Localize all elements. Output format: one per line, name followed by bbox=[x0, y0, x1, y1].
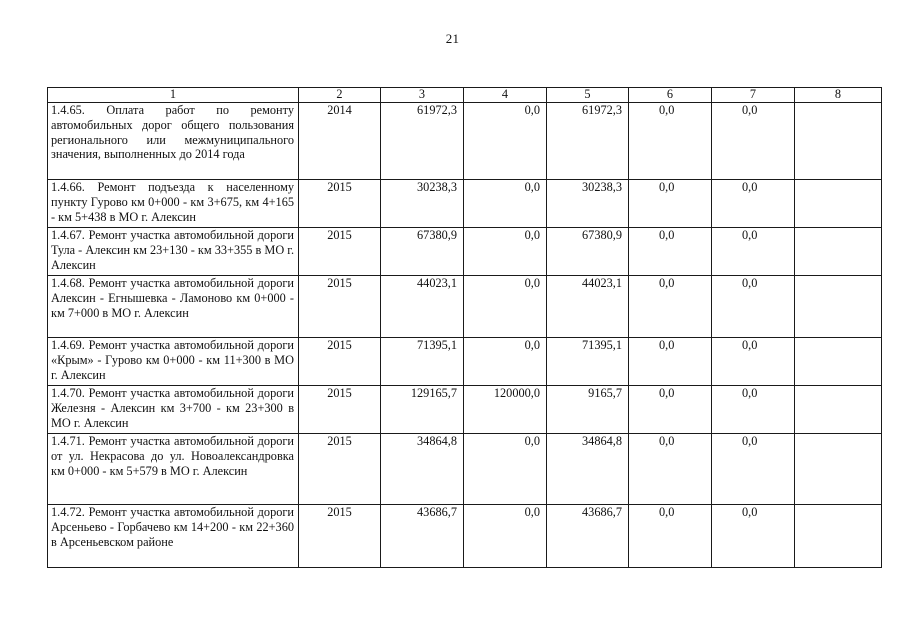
item-col6: 0,0 bbox=[629, 228, 712, 276]
item-col5: 44023,1 bbox=[547, 276, 629, 338]
page-number: 21 bbox=[445, 31, 460, 46]
item-total: 61972,3 bbox=[381, 103, 464, 180]
item-col4: 0,0 bbox=[464, 180, 547, 228]
item-col4: 0,0 bbox=[464, 276, 547, 338]
item-col4: 0,0 bbox=[464, 505, 547, 568]
table-row bbox=[48, 505, 882, 568]
item-col4: 120000,0 bbox=[464, 386, 547, 434]
table-row bbox=[48, 276, 882, 338]
item-total: 67380,9 bbox=[381, 228, 464, 276]
item-col6: 0,0 bbox=[629, 276, 712, 338]
item-col5: 67380,9 bbox=[547, 228, 629, 276]
item-col7: 0,0 bbox=[712, 103, 795, 180]
item-col8 bbox=[795, 180, 882, 228]
header-row bbox=[48, 88, 882, 103]
item-col7: 0,0 bbox=[712, 338, 795, 386]
item-year: 2015 bbox=[299, 180, 381, 228]
column-header-3: 3 bbox=[381, 88, 464, 103]
item-year: 2015 bbox=[299, 386, 381, 434]
program-table bbox=[47, 87, 882, 568]
item-total: 34864,8 bbox=[381, 434, 464, 505]
item-col7: 0,0 bbox=[712, 180, 795, 228]
item-year: 2015 bbox=[299, 434, 381, 505]
item-total: 30238,3 bbox=[381, 180, 464, 228]
item-description: 1.4.65. Оплата работ по ремонту автомобильных дорог общего пользования регионального или межмуниципального значения, выполненных до 2014 года bbox=[48, 103, 299, 180]
item-description: 1.4.68. Ремонт участка автомобильной дороги Алексин - Егнышевка - Ламоново км 0+000 - км 7+000 в МО г. Алексин bbox=[48, 276, 299, 338]
item-col5: 9165,7 bbox=[547, 386, 629, 434]
item-col5: 43686,7 bbox=[547, 505, 629, 568]
table-row bbox=[48, 103, 882, 180]
item-col4: 0,0 bbox=[464, 103, 547, 180]
item-col8 bbox=[795, 276, 882, 338]
item-col4: 0,0 bbox=[464, 338, 547, 386]
table-row bbox=[48, 386, 882, 434]
item-year: 2015 bbox=[299, 338, 381, 386]
item-col7: 0,0 bbox=[712, 228, 795, 276]
item-col8 bbox=[795, 505, 882, 568]
table-row bbox=[48, 338, 882, 386]
column-header-2: 2 bbox=[299, 88, 381, 103]
item-col6: 0,0 bbox=[629, 180, 712, 228]
item-total: 44023,1 bbox=[381, 276, 464, 338]
item-col6: 0,0 bbox=[629, 434, 712, 505]
item-col8 bbox=[795, 386, 882, 434]
item-col6: 0,0 bbox=[629, 338, 712, 386]
table-row bbox=[48, 180, 882, 228]
item-description: 1.4.71. Ремонт участка автомобильной дороги от ул. Некрасова до ул. Новоалександровка км 0+000 - км 5+579 в МО г. Алексин bbox=[48, 434, 299, 505]
item-year: 2015 bbox=[299, 228, 381, 276]
item-col8 bbox=[795, 103, 882, 180]
table-row bbox=[48, 228, 882, 276]
column-header-5: 5 bbox=[547, 88, 629, 103]
item-col6: 0,0 bbox=[629, 103, 712, 180]
item-col8 bbox=[795, 228, 882, 276]
item-description: 1.4.67. Ремонт участка автомобильной дороги Тула - Алексин км 23+130 - км 33+355 в МО г. Алексин bbox=[48, 228, 299, 276]
item-year: 2014 bbox=[299, 103, 381, 180]
item-col5: 30238,3 bbox=[547, 180, 629, 228]
item-col5: 61972,3 bbox=[547, 103, 629, 180]
item-col6: 0,0 bbox=[629, 386, 712, 434]
item-total: 43686,7 bbox=[381, 505, 464, 568]
item-col8 bbox=[795, 434, 882, 505]
item-col8 bbox=[795, 338, 882, 386]
item-description: 1.4.69. Ремонт участка автомобильной дороги «Крым» - Гурово км 0+000 - км 11+300 в МО г. Алексин bbox=[48, 338, 299, 386]
item-col7: 0,0 bbox=[712, 276, 795, 338]
item-col7: 0,0 bbox=[712, 505, 795, 568]
column-header-1: 1 bbox=[48, 88, 299, 103]
item-total: 129165,7 bbox=[381, 386, 464, 434]
column-header-6: 6 bbox=[629, 88, 712, 103]
column-header-7: 7 bbox=[712, 88, 795, 103]
item-year: 2015 bbox=[299, 505, 381, 568]
column-header-4: 4 bbox=[464, 88, 547, 103]
item-col5: 34864,8 bbox=[547, 434, 629, 505]
item-col5: 71395,1 bbox=[547, 338, 629, 386]
item-col6: 0,0 bbox=[629, 505, 712, 568]
item-col7: 0,0 bbox=[712, 386, 795, 434]
item-description: 1.4.66. Ремонт подъезда к населенному пункту Гурово км 0+000 - км 3+675, км 4+165 - км 5+438 в МО г. Алексин bbox=[48, 180, 299, 228]
item-col4: 0,0 bbox=[464, 228, 547, 276]
table-row bbox=[48, 434, 882, 505]
item-total: 71395,1 bbox=[381, 338, 464, 386]
item-year: 2015 bbox=[299, 276, 381, 338]
column-header-8: 8 bbox=[795, 88, 882, 103]
item-col7: 0,0 bbox=[712, 434, 795, 505]
item-description: 1.4.72. Ремонт участка автомобильной дороги Арсеньево - Горбачево км 14+200 - км 22+360 в Арсеньевском районе bbox=[48, 505, 299, 568]
item-description: 1.4.70. Ремонт участка автомобильной дороги Железня - Алексин км 3+700 - км 23+300 в МО г. Алексин bbox=[48, 386, 299, 434]
item-col4: 0,0 bbox=[464, 434, 547, 505]
